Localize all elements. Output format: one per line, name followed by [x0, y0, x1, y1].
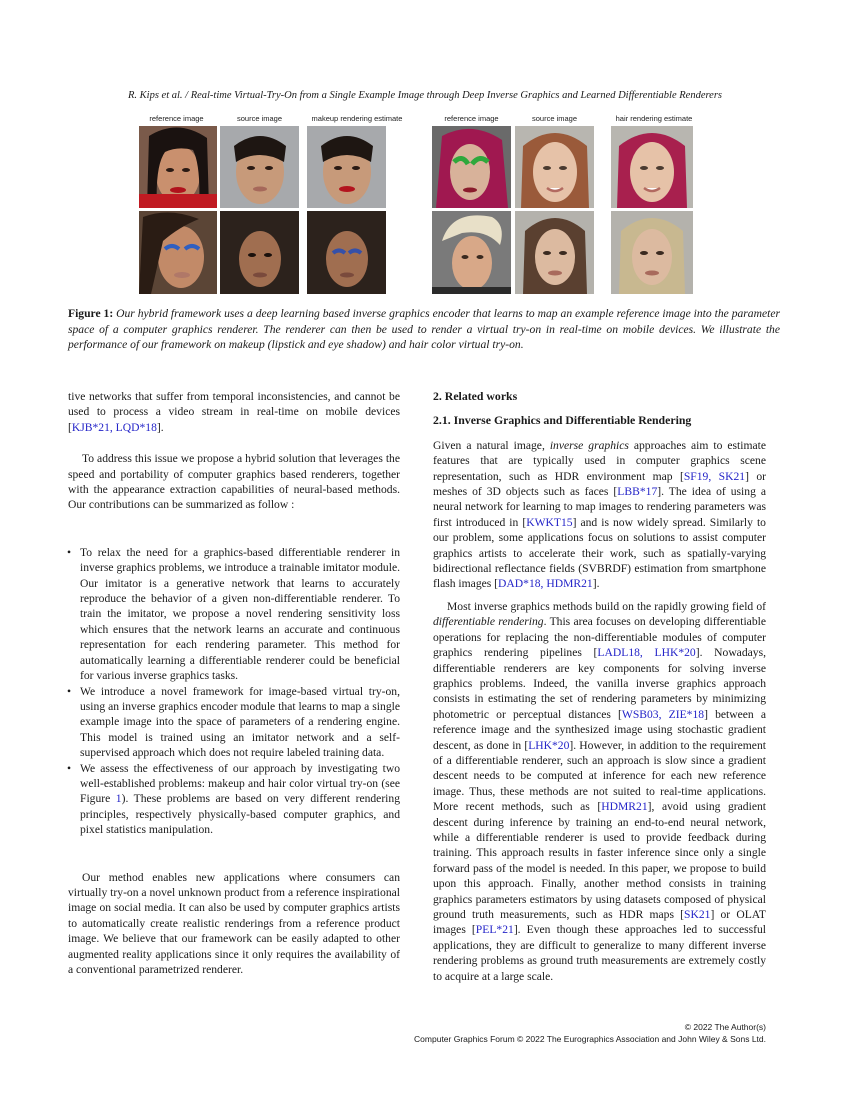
- citation-link[interactable]: DAD*18, HDMR21: [498, 577, 593, 591]
- text-run: ] or OLAT images [: [433, 908, 766, 937]
- running-head: R. Kips et al. / Real-time Virtual-Try-On from a Single Example Image through Deep Inverse Graphics and Learned Differentiable Renderers: [127, 90, 723, 101]
- caption-label: Figure 1:: [68, 307, 114, 320]
- citation-link[interactable]: PEL*21: [475, 923, 514, 937]
- list-item: • To relax the need for a graphics-based differentiable renderer in inverse graphics problems, we introduce a trainable imitator module. Our imitator is a generative network that learns to accurately reproduce the behavior of a given non-differentiable renderer. To train the imitator, we propose a novel rendering sensitivity loss which ensures that the network learns an accurate and continuous representation for each rendering parameter. This method for automatically learning a differentiable renderer could be beneficial for various inverse graphics tasks.: [67, 545, 400, 683]
- col-label: source image: [236, 114, 283, 123]
- text-run: Given a natural image,: [433, 438, 550, 452]
- text-run: approaches aim to estimate features that are typically used in computer graphics scene representation, such as HDR environment map [: [433, 438, 766, 483]
- hair-reference-blond-image: [432, 211, 511, 294]
- text-run: ] and is now widely spread. Similarly to our problem, some applications focus on solutions to assist computer graphics artists to accelerate their work, such as spatially-varying bidirectional reflectance fields (SVBRDF) estimation from smartphone flash images [: [433, 515, 766, 591]
- citation-link[interactable]: LHK*20: [528, 738, 570, 752]
- hair-rendering-magenta-image: [611, 126, 693, 208]
- makeup-reference-lipstick-image: [139, 126, 217, 208]
- journal-line: Computer Graphics Forum © 2022 The Eurographics Association and John Wiley & Sons Ltd.: [414, 1034, 766, 1044]
- col-label: makeup rendering estimate: [311, 114, 403, 123]
- emphasis-text: differentiable rendering: [433, 615, 544, 629]
- list-item: • We assess the effectiveness of our approach by investigating two well-established problems: makeup and hair color virtual try-on (see Figure 1). These problems are based on very different rendering principles, respectively physically-based computer graphics, and pixel statistics manipulation.: [67, 761, 401, 837]
- citation-link[interactable]: KJB*21, LQD*18: [71, 420, 157, 434]
- makeup-reference-eyeshadow-image: [139, 211, 217, 294]
- paragraph: [433, 438, 766, 592]
- figure-caption: [68, 306, 780, 353]
- hair-source-long-image: [515, 211, 594, 294]
- text-run: ] or meshes of 3D objects such as faces [: [433, 469, 767, 499]
- emphasis-text: inverse graphics: [549, 438, 629, 452]
- right-column: [433, 389, 766, 984]
- list-item: • We introduce a novel framework for image-based virtual try-on, using an inverse graphics encoder module that learns to map a single example image into the space of parameters of a rendering engine. This model is trained using an imitator network and a self-supervised approach which does not require labeled training data.: [67, 684, 400, 760]
- hair-rendering-blond-image: [611, 211, 693, 294]
- text-run: ]. Nowadays, differentiable renderers are key components for solving inverse graphics problems. Indeed, the vanilla inverse graphics approach consists in estimating the set of rendering parameters by minimizing photometric or perceptual distances [: [433, 646, 766, 721]
- text-run: ], avoid using gradient descent during inference by training an end-to-end neural network, while a differentiable renderer is used to provide feedback during training. This approach results in faster inference since only a single forward pass of the model is needed. In this paper, we propose to build upon this approach. Finally, another method consists in training graphics parameters estimators by using datasets composed of physical ground truth measurements, such as HDR maps [: [433, 800, 766, 921]
- copyright-line: © 2022 The Author(s): [684, 1022, 766, 1032]
- citation-link[interactable]: WSB03, ZIE*18: [621, 707, 705, 721]
- figure-ref-link[interactable]: 1: [115, 792, 122, 806]
- col-label: source image: [531, 114, 578, 123]
- col-label: reference image: [444, 114, 499, 123]
- hair-source-image: [515, 126, 594, 208]
- makeup-rendering-eyeshadow-image: [307, 211, 386, 294]
- paragraph: Our method enables new applications where consumers can virtually try-on a novel unknown product from a reference inspirational image on social media. It can also be used by computer graphics artists to automatically create realistic renderings from a reference product image. We believe that our framework can be easily adapted to other augmented reality applications since it only requires the availability of a conventional parametrized renderer.: [68, 870, 400, 976]
- paragraph: To address this issue we propose a hybrid solution that leverages the speed and portability of computer graphics based renderers, together with the appearance extraction capabilities of neural-based methods. Our contributions can be summarized as follow :: [68, 452, 400, 512]
- citation-link[interactable]: LADL18, LHK*20: [597, 646, 696, 660]
- citation-link[interactable]: LBB*17: [617, 485, 658, 499]
- figure-1: [137, 114, 697, 294]
- text-run: ] between a reference image and the synthesized image using stochastic gradient descent, as done in [: [433, 707, 766, 752]
- citation-link[interactable]: SF19, SK21: [683, 469, 746, 483]
- caption-text: Our hybrid framework uses a deep learning based inverse graphics encoder that learns to map an example reference image into the parameter space of a computer graphics renderer. The renderer can then be used to render a virtual try-on in real-time on mobile devices. We illustrate the performance of our framework on makeup (lipstick and eye shadow) and hair color virtual try-on.: [68, 307, 780, 351]
- text-run: ]. The idea of using a neural network for learning to map images to rendering parameters was first introduced in [: [433, 485, 766, 529]
- text-run: ]. However, in addition to the requirement of a differentiable renderer, such an approach is slow since a gradient descent needs to be computed at inference for each new reference image. Thus, these methods are not suited to real-time applications. More recent methods, such as [: [433, 738, 766, 814]
- makeup-source-image: [220, 126, 299, 208]
- col-label: hair rendering estimate: [615, 114, 693, 123]
- makeup-source-curly-image: [220, 211, 299, 294]
- makeup-rendering-lipstick-image: [307, 126, 386, 208]
- text-run: . This area focuses on developing differentiable operations for replacing the non-differentiable modules of computer graphics rendering pipelines [: [433, 615, 766, 660]
- paragraph: [433, 599, 766, 984]
- section-heading: 2. Related works: [433, 389, 518, 403]
- subsection-heading: 2.1. Inverse Graphics and Differentiable Rendering: [433, 413, 692, 428]
- paragraph: tive networks that suffer from temporal inconsistencies, and cannot be used to process a video stream in real-time on mobile devices [KJB*21, LQD*18].: [68, 390, 400, 434]
- text-run: Most inverse graphics methods build on the rapidly growing field of: [447, 599, 766, 613]
- contributions-list: [68, 545, 400, 838]
- hair-reference-magenta-image: [432, 126, 511, 208]
- citation-link[interactable]: HDMR21: [601, 800, 648, 814]
- citation-link[interactable]: KWKT15: [526, 515, 573, 529]
- page-footer: [414, 1021, 766, 1045]
- col-label: reference image: [149, 114, 204, 123]
- left-column: [68, 389, 400, 977]
- citation-link[interactable]: SK21: [684, 908, 711, 921]
- text-run: ]. Even though these approaches led to successful applications, they are difficult to generalize to many different inverse rendering problems as ground truth measurements are extremely costly to acquire at a large scale.: [433, 923, 766, 983]
- text-run: ].: [592, 577, 600, 591]
